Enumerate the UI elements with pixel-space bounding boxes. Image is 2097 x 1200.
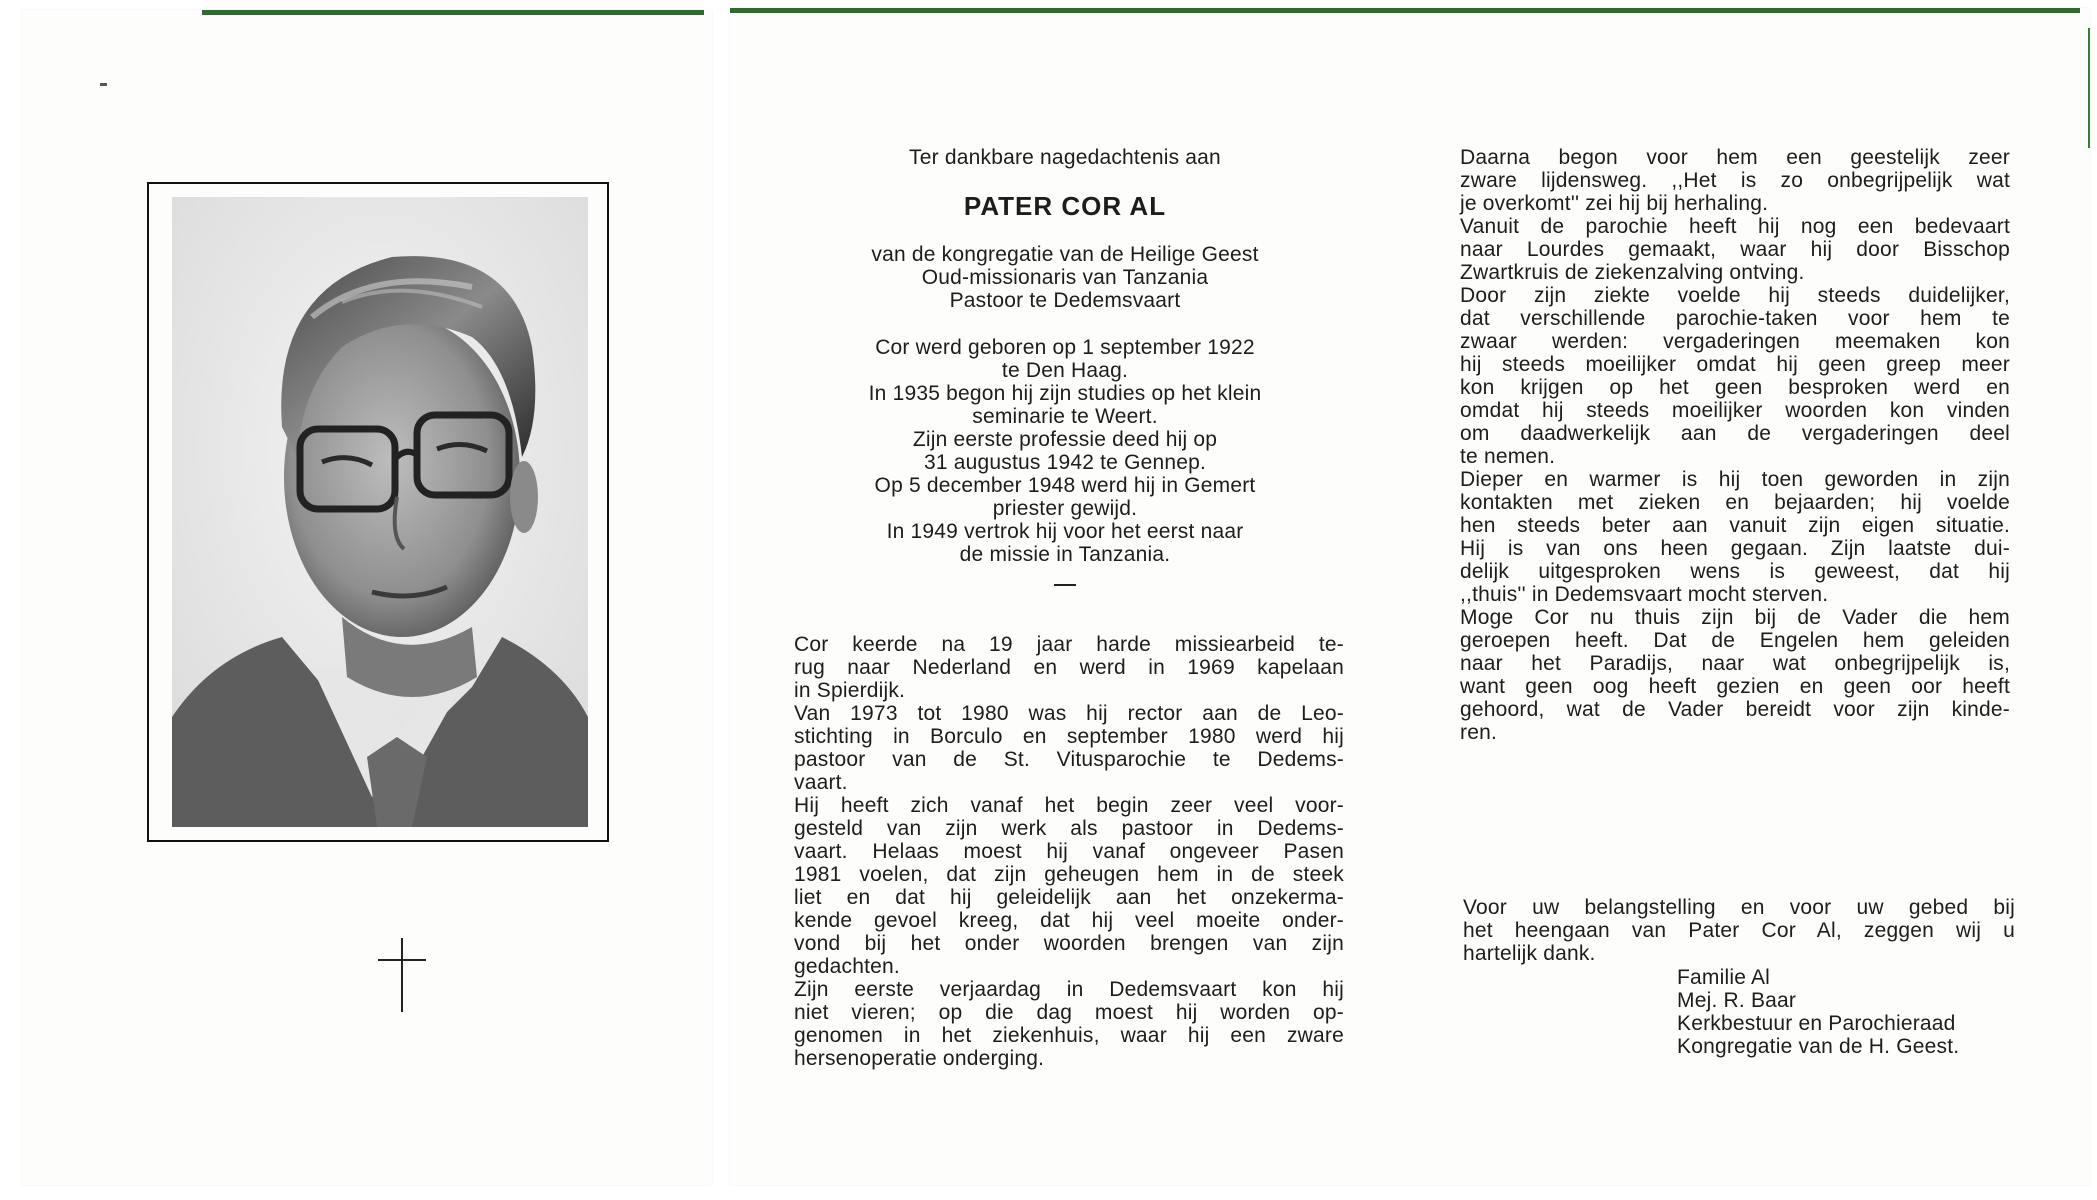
story-line: Van 1973 tot 1980 was hij rector aan de Leo-: [794, 702, 1344, 725]
deceased-name: PATER COR AL: [963, 191, 1167, 221]
story-line: rug naar Nederland en werd in 1969 kapelaan: [794, 656, 1344, 679]
story-line: Cor keerde na 19 jaar harde missiearbeid te-: [794, 633, 1344, 656]
later-line: Hij is van ons heen gegaan. Zijn laatste dui-: [1460, 537, 2010, 560]
bio-line: In 1935 begon hij zijn studies op het klein: [868, 382, 1262, 405]
later-line: ,,thuis'' in Dedemsvaart mocht sterven.: [1460, 583, 1829, 606]
later-block: [1460, 146, 2010, 744]
separator-dash: [1054, 584, 1076, 586]
bio-line: te Den Haag.: [1001, 359, 1129, 382]
dedication: Ter dankbare nagedachtenis aan: [909, 146, 1221, 169]
role-line: Pastoor te Dedemsvaart: [949, 289, 1181, 312]
story-line: in Spierdijk.: [794, 679, 906, 702]
bio-line: priester gewijd.: [992, 497, 1138, 520]
story-line: Hij heeft zich vanaf het begin zeer veel voor-: [794, 794, 1344, 817]
card-edge: [730, 8, 2080, 13]
later-line: zware lijdensweg. ,,Het is zo onbegrijpelijk wat: [1460, 169, 2010, 192]
cross-icon: [374, 938, 430, 1012]
story-line: kende gevoel kreeg, dat hij veel moeite onder-: [794, 909, 1344, 932]
portrait-illustration: [172, 197, 588, 827]
bio-line: Cor werd geboren op 1 september 1922: [875, 336, 1255, 359]
later-line: zwaar werden: vergaderingen meemaken kon: [1460, 330, 2010, 353]
card-edge: [202, 10, 704, 15]
later-line: kon krijgen op het geen besproken werd en: [1460, 376, 2010, 399]
later-line: omdat hij steeds moeilijker woorden kon vinden: [1460, 399, 2010, 422]
role-line: Oud-missionaris van Tanzania: [921, 266, 1209, 289]
thanks-block: [1463, 896, 2015, 965]
story-line: hersenoperatie onderging.: [794, 1047, 1045, 1070]
story-line: gedachten.: [794, 955, 900, 978]
signer: Kongregatie van de H. Geest.: [1677, 1035, 1960, 1058]
role-line: van de kongregatie van de Heilige Geest: [871, 243, 1259, 266]
portrait-frame: [147, 182, 609, 842]
thanks-line: hartelijk dank.: [1463, 942, 1596, 965]
story-line: 1981 voelen, dat zijn geheugen hem in de steek: [794, 863, 1344, 886]
signer: Kerkbestuur en Parochieraad: [1677, 1012, 1956, 1035]
later-line: Door zijn ziekte voelde hij steeds duidelijker,: [1460, 284, 2010, 307]
signer: Mej. R. Baar: [1677, 989, 1797, 1012]
later-line: naar het Paradijs, naar wat onbegrijpelijk is,: [1460, 652, 2010, 675]
later-line: delijk uitgesproken wens is geweest, dat hij: [1460, 560, 2010, 583]
later-line: dat verschillende parochie-taken voor hem te: [1460, 307, 2010, 330]
bio-line: Zijn eerste professie deed hij op: [912, 428, 1218, 451]
later-line: kontakten met zieken en bejaarden; hij voelde: [1460, 491, 2010, 514]
inner-card: [730, 8, 2090, 1185]
story-line: liet en dat hij geleidelijk aan het onzekerma-: [794, 886, 1344, 909]
bio-line: Op 5 december 1948 werd hij in Gemert: [874, 474, 1256, 497]
intro-block: [795, 146, 1335, 586]
paper-speck: [100, 83, 107, 86]
later-line: gehoord, wat de Vader bereidt voor zijn kinde-: [1460, 698, 2010, 721]
later-line: geroepen heeft. Dat de Engelen hem geleiden: [1460, 629, 2010, 652]
later-line: naar Lourdes gemaakt, waar hij door Bisschop: [1460, 238, 2010, 261]
story-line: pastoor van de St. Vitusparochie te Dedems-: [794, 748, 1344, 771]
later-line: Dieper en warmer is hij toen geworden in zijn: [1460, 468, 2010, 491]
story-line: stichting in Borculo en september 1980 werd hij: [794, 725, 1344, 748]
bio-line: In 1949 vertrok hij voor het eerst naar: [886, 520, 1244, 543]
bio-line: de missie in Tanzania.: [959, 543, 1171, 566]
later-line: Zwartkruis de ziekenzalving ontving.: [1460, 261, 1805, 284]
later-line: Vanuit de parochie heeft hij nog een bedevaart: [1460, 215, 2010, 238]
card-edge-side: [2088, 28, 2090, 148]
story-line: vaart.: [794, 771, 848, 794]
story-line: niet vieren; op die dag moest hij worden op-: [794, 1001, 1344, 1024]
thanks-line: het heengaan van Pater Cor Al, zeggen wij u: [1463, 919, 2015, 942]
story-line: vaart. Helaas moest hij vanaf ongeveer Pasen: [794, 840, 1344, 863]
later-line: want geen oog heeft gezien en geen oor heeft: [1460, 675, 2010, 698]
story-line: gesteld van zijn werk als pastoor in Dedems-: [794, 817, 1344, 840]
story-block: [794, 633, 1344, 1070]
story-line: genomen in het ziekenhuis, waar hij een zware: [794, 1024, 1344, 1047]
later-line: Moge Cor nu thuis zijn bij de Vader die hem: [1460, 606, 2010, 629]
thanks-line: Voor uw belangstelling en voor uw gebed bij: [1463, 896, 2015, 919]
story-line: vond bij het onder woorden brengen van zijn: [794, 932, 1344, 955]
later-line: hen steeds beter aan vanuit zijn eigen situatie.: [1460, 514, 2010, 537]
signer: Familie Al: [1677, 966, 1771, 989]
front-card: [22, 10, 712, 1185]
later-line: om daadwerkelijk aan de vergaderingen deel: [1460, 422, 2010, 445]
later-line: hij steeds moeilijker omdat hij geen greep meer: [1460, 353, 2010, 376]
later-line: je overkomt'' zei hij bij herhaling.: [1460, 192, 1769, 215]
bio-line: 31 augustus 1942 te Gennep.: [923, 451, 1207, 474]
later-line: te nemen.: [1460, 445, 1556, 468]
signers-block: [1677, 966, 2017, 1058]
later-line: Daarna begon voor hem een geestelijk zeer: [1460, 146, 2010, 169]
portrait-photo: [172, 197, 588, 827]
later-line: ren.: [1460, 721, 1497, 744]
bio-line: seminarie te Weert.: [972, 405, 1158, 428]
story-line: Zijn eerste verjaardag in Dedemsvaart kon hij: [794, 978, 1344, 1001]
